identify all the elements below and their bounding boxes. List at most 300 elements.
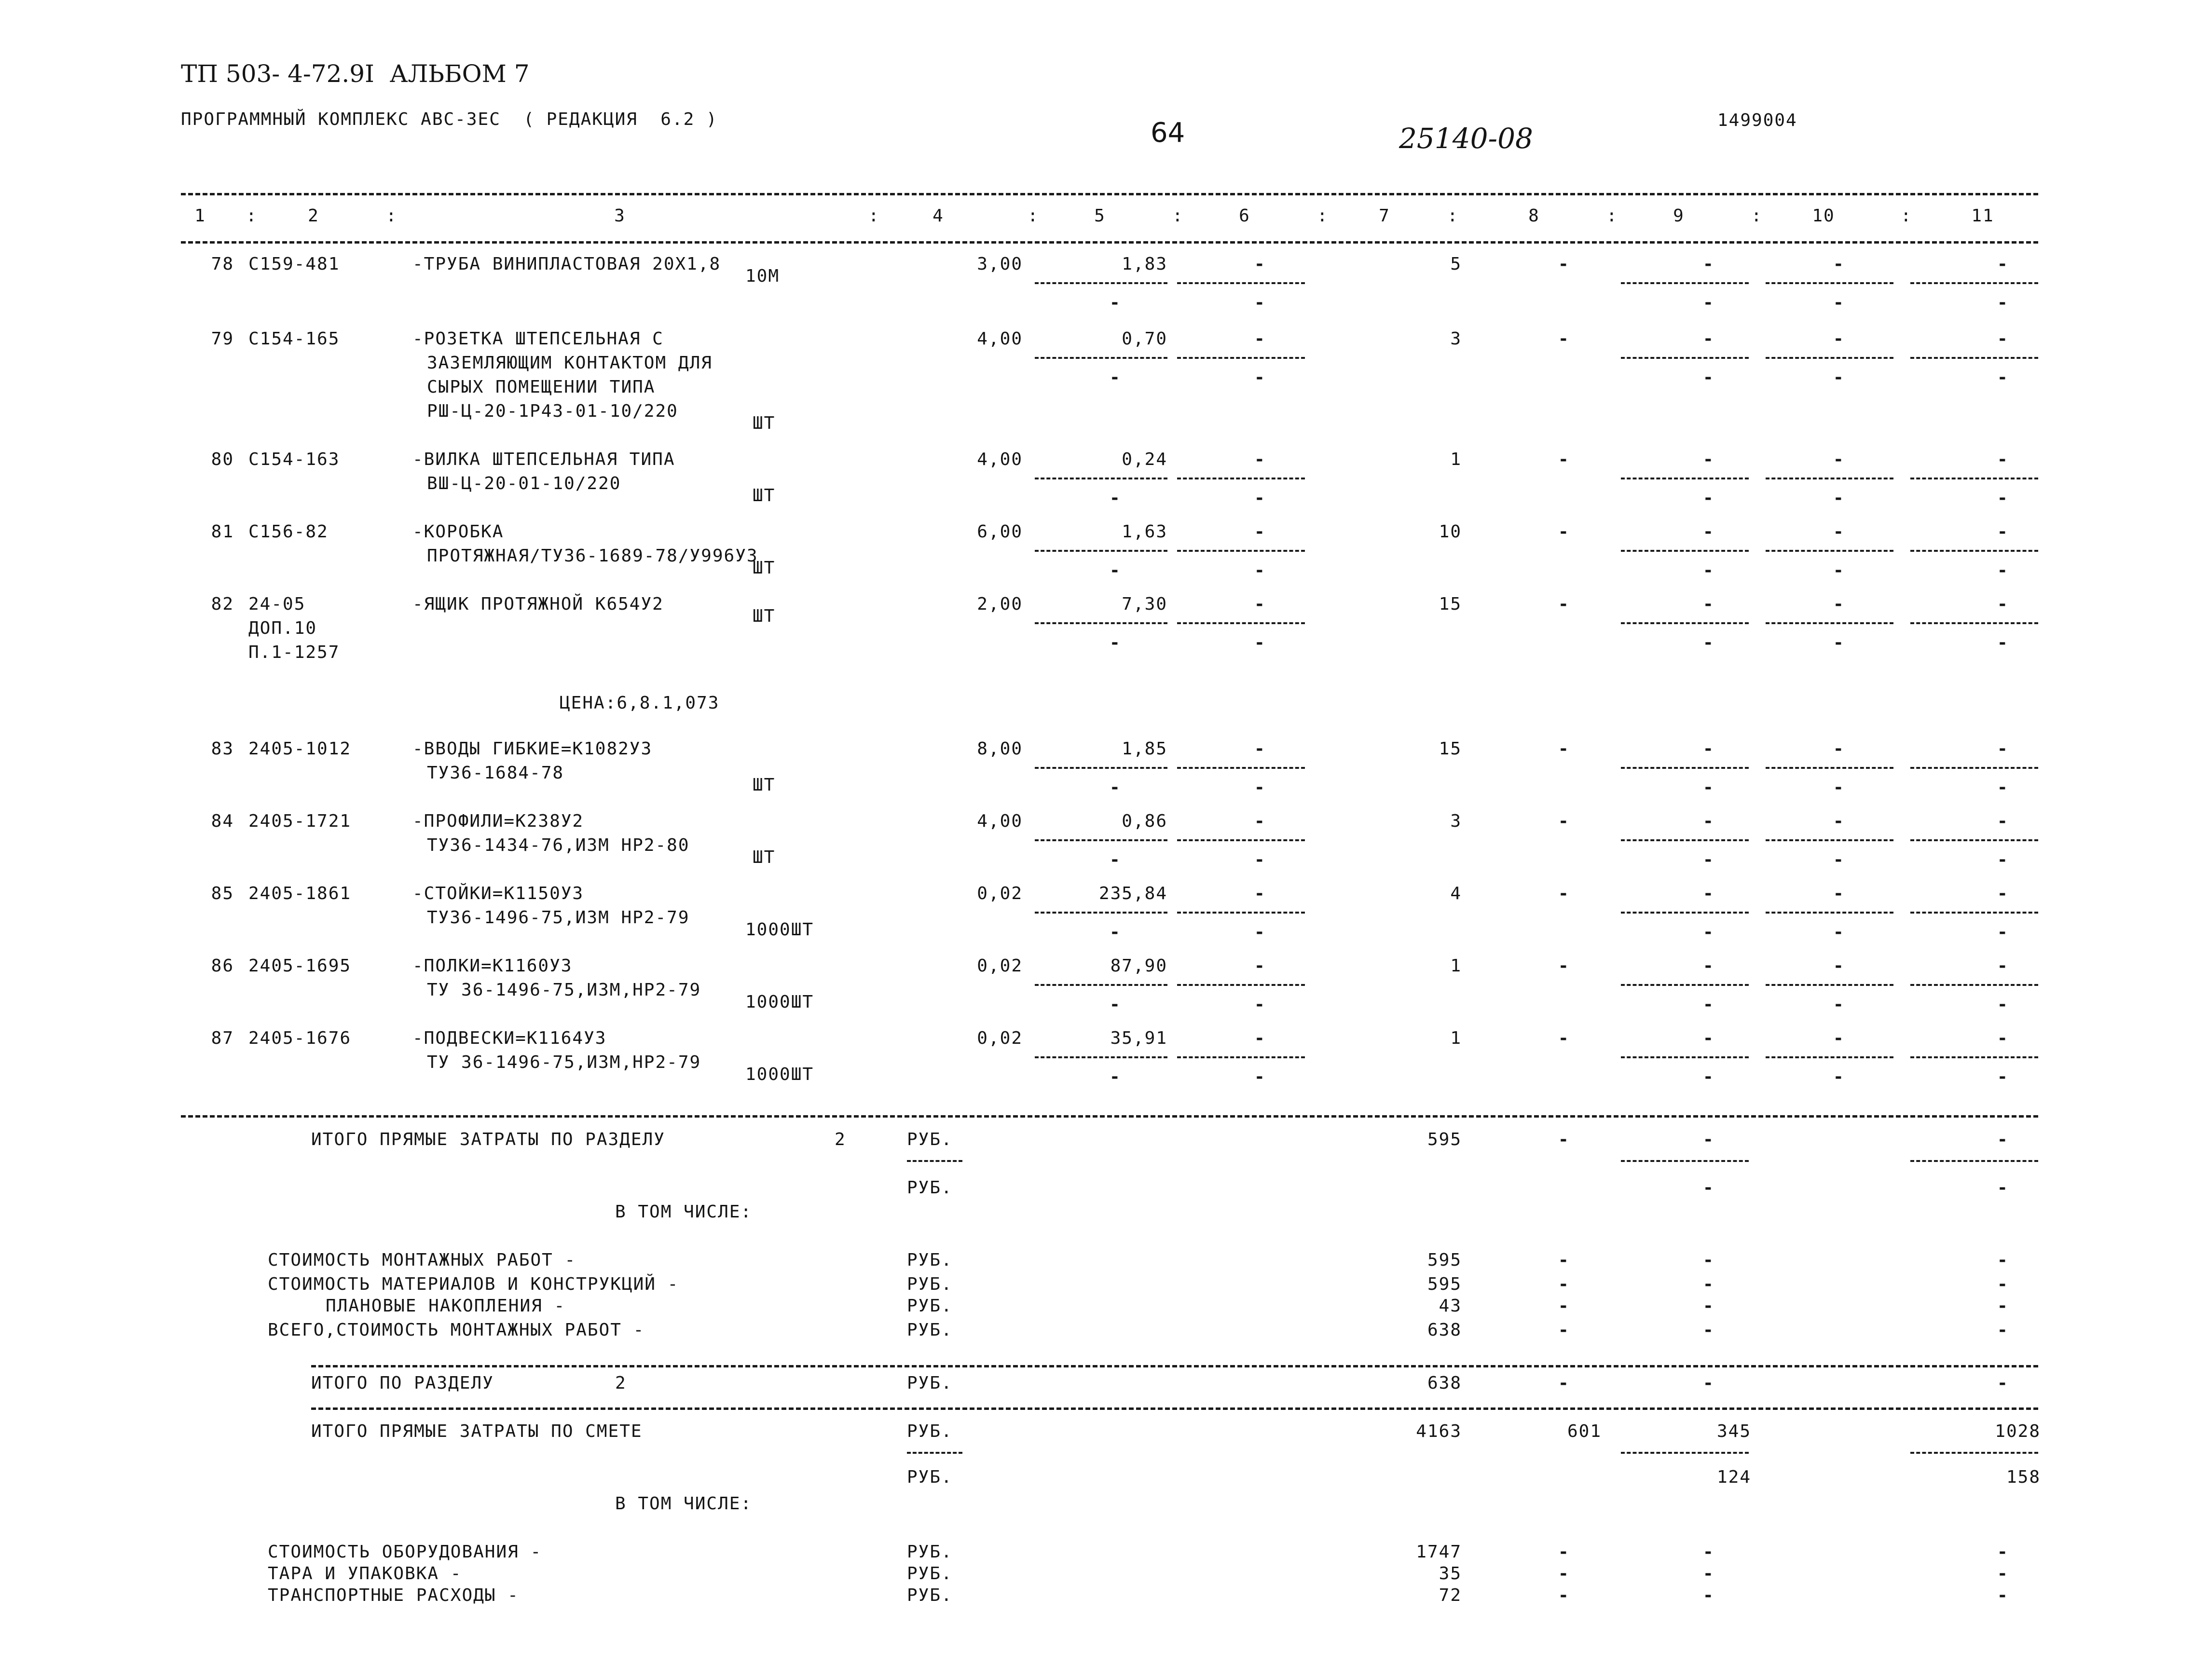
col-underline: [1766, 478, 1893, 479]
breakdown-label: ВСЕГО,СТОИМОСТЬ МОНТАЖНЫХ РАБОТ -: [268, 1320, 645, 1340]
rub-underline: [907, 1452, 962, 1454]
rub-label: РУБ.: [907, 1467, 953, 1487]
rub-label: РУБ.: [907, 1320, 953, 1340]
dash-mark: -: [1997, 922, 2009, 942]
breakdown-value: 1747: [1416, 1542, 1462, 1562]
dash-mark: -: [1703, 329, 1714, 349]
col-underline: [1621, 357, 1749, 359]
dash-mark: -: [1558, 1274, 1570, 1294]
dash-mark: -: [1997, 368, 2009, 387]
price-underline: [1035, 550, 1167, 552]
dash-mark: -: [1110, 293, 1121, 313]
col-underline: [1910, 767, 2038, 769]
item-unit: ШТ: [753, 413, 776, 433]
item-code: 2405-1861: [248, 884, 352, 903]
dash-mark: -: [1703, 293, 1714, 313]
col-underline: [1910, 282, 2038, 284]
item-quantity: 4,00: [977, 329, 1023, 349]
header-rule-top: [181, 193, 2038, 195]
dash-mark: -: [1703, 850, 1714, 870]
dash-mark: -: [1254, 254, 1266, 274]
dash-mark: -: [1703, 1296, 1714, 1316]
dash-mark: -: [1833, 739, 1845, 759]
dash-mark: -: [1997, 778, 2009, 797]
dash-mark: -: [1997, 1373, 2009, 1393]
dash-mark: -: [1703, 368, 1714, 387]
column-separator: :: [1028, 206, 1039, 226]
dash-mark: -: [1703, 1564, 1714, 1584]
row-number: 86: [211, 956, 234, 976]
dash-mark: -: [1997, 594, 2009, 614]
item-description: -ПОДВЕСКИ=К1164У3: [412, 1028, 607, 1048]
estimate-c11-sub: 158: [2006, 1467, 2041, 1487]
dash-mark: -: [1558, 1564, 1570, 1584]
item-code: П.1-1257: [248, 642, 340, 662]
price-underline: [1035, 767, 1167, 769]
col-underline: [1910, 550, 2038, 552]
col-underline: [1766, 357, 1893, 359]
dash-mark: -: [1558, 450, 1570, 469]
dash-mark: -: [1833, 488, 1845, 508]
dash-mark: -: [1997, 1067, 2009, 1087]
row-number: 84: [211, 811, 234, 831]
col6-underline: [1177, 984, 1305, 986]
dash-mark: -: [1997, 1274, 2009, 1294]
dash-mark: -: [1110, 560, 1121, 580]
dash-mark: -: [1254, 329, 1266, 349]
col6-underline: [1177, 839, 1305, 841]
dash-mark: -: [1703, 922, 1714, 942]
col6-underline: [1177, 282, 1305, 284]
dash-mark: -: [1703, 1178, 1714, 1198]
item-quantity: 0,02: [977, 1028, 1023, 1048]
dash-mark: -: [1558, 811, 1570, 831]
dash-mark: -: [1110, 1067, 1121, 1087]
dash-mark: -: [1254, 884, 1266, 903]
dash-mark: -: [1703, 778, 1714, 797]
dash-mark: -: [1558, 1373, 1570, 1393]
col6-underline: [1177, 550, 1305, 552]
dash-mark: -: [1997, 633, 2009, 653]
dash-mark: -: [1558, 1250, 1570, 1270]
column-separator: :: [1606, 206, 1618, 226]
dash-mark: -: [1254, 368, 1266, 387]
dash-mark: -: [1254, 956, 1266, 976]
direct-section-label: ИТОГО ПРЯМЫЕ ЗАТРАТЫ ПО РАЗДЕЛУ: [311, 1130, 665, 1149]
dash-mark: -: [1558, 1542, 1570, 1562]
breakdown-label: ТРАНСПОРТНЫЕ РАСХОДЫ -: [268, 1585, 519, 1605]
dash-mark: -: [1703, 633, 1714, 653]
document-title: ТП 503- 4-72.9I АЛЬБОМ 7: [181, 60, 530, 88]
col-underline: [1910, 912, 2038, 914]
item-quantity: 0,02: [977, 884, 1023, 903]
breakdown-value: 35: [1439, 1564, 1462, 1584]
dash-mark: -: [1254, 778, 1266, 797]
dash-mark: -: [1110, 778, 1121, 797]
item-unit: 1000ШТ: [745, 920, 814, 940]
dash-mark: -: [1997, 329, 2009, 349]
document-number: 1499004: [1717, 110, 1797, 130]
column-header: 11: [1971, 206, 1994, 226]
row-number: 78: [211, 254, 234, 274]
rub-label: РУБ.: [907, 1585, 953, 1605]
dash-mark: -: [1558, 522, 1570, 542]
item-description: -ЯЩИК ПРОТЯЖНОЙ К654У2: [412, 594, 664, 614]
dash-mark: -: [1558, 1296, 1570, 1316]
item-total: 3: [1450, 811, 1462, 831]
row-number: 82: [211, 594, 234, 614]
section-total-label: ИТОГО ПО РАЗДЕЛУ: [311, 1373, 494, 1393]
column-header: 7: [1379, 206, 1390, 226]
col6-underline: [1177, 622, 1305, 624]
item-price: 1,85: [1122, 739, 1167, 759]
dash-mark: -: [1833, 811, 1845, 831]
item-quantity: 2,00: [977, 594, 1023, 614]
dash-mark: -: [1703, 1028, 1714, 1048]
dash-mark: -: [1110, 633, 1121, 653]
dash-mark: -: [1558, 884, 1570, 903]
column-header: 4: [932, 206, 944, 226]
column-header: 8: [1528, 206, 1540, 226]
item-price: 7,30: [1122, 594, 1167, 614]
including-label: В ТОМ ЧИСЛЕ:: [615, 1202, 753, 1222]
item-description: -ТРУБА ВИНИПЛАСТОВАЯ 20Х1,8: [412, 254, 721, 274]
row-number: 81: [211, 522, 234, 542]
dash-mark: -: [1997, 811, 2009, 831]
column-separator: :: [1901, 206, 1912, 226]
column-header: 6: [1239, 206, 1250, 226]
estimate-c9-sub: 124: [1716, 1467, 1751, 1487]
price-underline: [1035, 622, 1167, 624]
dash-mark: -: [1997, 560, 2009, 580]
col-underline: [1910, 357, 2038, 359]
dash-mark: -: [1254, 293, 1266, 313]
dash-mark: -: [1833, 329, 1845, 349]
col-underline: [1621, 839, 1749, 841]
item-total: 3: [1450, 329, 1462, 349]
item-code: 2405-1676: [248, 1028, 352, 1048]
dash-mark: -: [1997, 450, 2009, 469]
item-unit: ШТ: [753, 775, 776, 795]
item-description: ЗАЗЕМЛЯЮЩИМ КОНТАКТОМ ДЛЯ: [427, 353, 713, 373]
item-total: 15: [1439, 739, 1462, 759]
item-total: 1: [1450, 1028, 1462, 1048]
dash-mark: -: [1254, 450, 1266, 469]
c11-underline: [1910, 1160, 2038, 1162]
item-description: ВШ-Ц-20-01-10/220: [427, 474, 621, 493]
dash-mark: -: [1997, 1250, 2009, 1270]
rub-label: РУБ.: [907, 1421, 953, 1441]
item-code: С156-82: [248, 522, 329, 542]
dash-mark: -: [1833, 368, 1845, 387]
col6-underline: [1177, 478, 1305, 479]
dash-mark: -: [1558, 254, 1570, 274]
dash-mark: -: [1703, 254, 1714, 274]
item-code: 2405-1721: [248, 811, 352, 831]
dash-mark: -: [1833, 778, 1845, 797]
col-underline: [1766, 984, 1893, 986]
item-code: 2405-1695: [248, 956, 352, 976]
item-price: 87,90: [1110, 956, 1167, 976]
col-underline: [1621, 478, 1749, 479]
item-description: -КОРОБКА: [412, 522, 504, 542]
c9-underline: [1621, 1452, 1749, 1454]
dash-mark: -: [1703, 811, 1714, 831]
dash-mark: -: [1833, 956, 1845, 976]
column-header: 1: [194, 206, 206, 226]
col-underline: [1621, 1056, 1749, 1058]
col-underline: [1621, 282, 1749, 284]
dash-mark: -: [1997, 293, 2009, 313]
totals-rule-1: [181, 1115, 2038, 1118]
item-total: 10: [1439, 522, 1462, 542]
dash-mark: -: [1703, 995, 1714, 1014]
item-description: ТУ 36-1496-75,ИЗМ,НР2-79: [427, 1052, 701, 1072]
dash-mark: -: [1254, 922, 1266, 942]
price-note: ЦЕНА:6,8.1,073: [560, 693, 720, 713]
item-unit: 10М: [745, 266, 780, 286]
item-description: ТУ36-1496-75,ИЗМ НР2-79: [427, 908, 690, 928]
item-unit: ШТ: [753, 606, 776, 626]
price-underline: [1035, 357, 1167, 359]
item-description: РШ-Ц-20-1Р43-01-10/220: [427, 401, 678, 421]
col6-underline: [1177, 767, 1305, 769]
dash-mark: -: [1997, 522, 2009, 542]
col-underline: [1621, 912, 1749, 914]
dash-mark: -: [1833, 922, 1845, 942]
column-header: 9: [1673, 206, 1685, 226]
section-total-value: 638: [1427, 1373, 1462, 1393]
dash-mark: -: [1703, 450, 1714, 469]
item-total: 1: [1450, 450, 1462, 469]
dash-mark: -: [1703, 594, 1714, 614]
dash-mark: -: [1254, 594, 1266, 614]
dash-mark: -: [1703, 1320, 1714, 1340]
including-label: В ТОМ ЧИСЛЕ:: [615, 1494, 753, 1514]
rub-label: РУБ.: [907, 1130, 953, 1149]
dash-mark: -: [1703, 956, 1714, 976]
col-underline: [1910, 839, 2038, 841]
col-underline: [1910, 622, 2038, 624]
rub-label: РУБ.: [907, 1542, 953, 1562]
dash-mark: -: [1254, 995, 1266, 1014]
dash-mark: -: [1703, 1067, 1714, 1087]
price-underline: [1035, 912, 1167, 914]
item-quantity: 8,00: [977, 739, 1023, 759]
header-rule-bottom: [181, 241, 2038, 244]
item-code: ДОП.10: [248, 618, 317, 638]
dash-mark: -: [1558, 956, 1570, 976]
column-separator: :: [868, 206, 880, 226]
item-unit: ШТ: [753, 486, 776, 505]
column-separator: :: [1172, 206, 1184, 226]
dash-mark: -: [1558, 329, 1570, 349]
item-price: 1,83: [1122, 254, 1167, 274]
row-number: 85: [211, 884, 234, 903]
dash-mark: -: [1833, 522, 1845, 542]
price-underline: [1035, 839, 1167, 841]
dash-mark: -: [1703, 1373, 1714, 1393]
breakdown-label: ПЛАНОВЫЕ НАКОПЛЕНИЯ -: [326, 1296, 566, 1316]
dash-mark: -: [1558, 594, 1570, 614]
dash-mark: -: [1558, 1130, 1570, 1149]
page-number: 64: [1151, 117, 1185, 149]
dash-mark: -: [1254, 522, 1266, 542]
dash-mark: -: [1254, 1028, 1266, 1048]
item-description: ТУ36-1684-78: [427, 763, 564, 783]
rub-label: РУБ.: [907, 1564, 953, 1584]
column-separator: :: [386, 206, 398, 226]
price-underline: [1035, 1056, 1167, 1058]
item-total: 1: [1450, 956, 1462, 976]
c11-underline: [1910, 1452, 2038, 1454]
dash-mark: -: [1997, 254, 2009, 274]
dash-mark: -: [1254, 1067, 1266, 1087]
col6-underline: [1177, 1056, 1305, 1058]
dash-mark: -: [1833, 254, 1845, 274]
dash-mark: -: [1833, 450, 1845, 469]
row-number: 83: [211, 739, 234, 759]
price-underline: [1035, 282, 1167, 284]
dash-mark: -: [1703, 884, 1714, 903]
dash-mark: -: [1997, 488, 2009, 508]
estimate-total-c7: 4163: [1416, 1421, 1462, 1441]
totals-rule-3: [311, 1407, 2038, 1410]
col-underline: [1910, 984, 2038, 986]
breakdown-value: 72: [1439, 1585, 1462, 1605]
rub-label: РУБ.: [907, 1373, 953, 1393]
dash-mark: -: [1558, 1320, 1570, 1340]
dash-mark: -: [1558, 1585, 1570, 1605]
dash-mark: -: [1997, 1028, 2009, 1048]
dash-mark: -: [1703, 522, 1714, 542]
dash-mark: -: [1254, 488, 1266, 508]
item-price: 235,84: [1098, 884, 1167, 903]
direct-section-total: 595: [1427, 1130, 1462, 1149]
item-quantity: 6,00: [977, 522, 1023, 542]
item-price: 35,91: [1110, 1028, 1167, 1048]
item-total: 15: [1439, 594, 1462, 614]
dash-mark: -: [1110, 488, 1121, 508]
handwritten-code: 25140-08: [1399, 122, 1533, 155]
column-separator: :: [246, 206, 258, 226]
dash-mark: -: [1254, 633, 1266, 653]
dash-mark: -: [1997, 1564, 2009, 1584]
dash-mark: -: [1997, 850, 2009, 870]
dash-mark: -: [1703, 1130, 1714, 1149]
item-quantity: 4,00: [977, 450, 1023, 469]
dash-mark: -: [1254, 560, 1266, 580]
item-description: СЫРЫХ ПОМЕЩЕНИИ ТИПА: [427, 377, 656, 397]
rub-label: РУБ.: [907, 1274, 953, 1294]
dash-mark: -: [1833, 560, 1845, 580]
item-total: 4: [1450, 884, 1462, 903]
column-header: 3: [614, 206, 626, 226]
dash-mark: -: [1997, 956, 2009, 976]
direct-section-number: 2: [835, 1130, 846, 1149]
dash-mark: -: [1703, 1274, 1714, 1294]
item-code: 2405-1012: [248, 739, 352, 759]
estimate-total-label: ИТОГО ПРЯМЫЕ ЗАТРАТЫ ПО СМЕТЕ: [311, 1421, 643, 1441]
item-quantity: 0,02: [977, 956, 1023, 976]
dash-mark: -: [1254, 811, 1266, 831]
dash-mark: -: [1833, 1067, 1845, 1087]
column-separator: :: [1751, 206, 1763, 226]
breakdown-value: 595: [1427, 1250, 1462, 1270]
col-underline: [1766, 282, 1893, 284]
dash-mark: -: [1558, 1028, 1570, 1048]
item-description: -ПОЛКИ=К1160У3: [412, 956, 573, 976]
estimate-total-c9: 345: [1716, 1421, 1751, 1441]
price-underline: [1035, 478, 1167, 479]
item-code: С154-163: [248, 450, 340, 469]
dash-mark: -: [1703, 1542, 1714, 1562]
dash-mark: -: [1703, 560, 1714, 580]
rub-label: РУБ.: [907, 1178, 953, 1198]
item-quantity: 3,00: [977, 254, 1023, 274]
breakdown-value: 595: [1427, 1274, 1462, 1294]
breakdown-value: 43: [1439, 1296, 1462, 1316]
dash-mark: -: [1110, 922, 1121, 942]
col6-underline: [1177, 357, 1305, 359]
item-quantity: 4,00: [977, 811, 1023, 831]
item-unit: ШТ: [753, 847, 776, 867]
estimate-total-c11: 1028: [1995, 1421, 2041, 1441]
item-code: С159-481: [248, 254, 340, 274]
c9-underline: [1621, 1160, 1749, 1162]
item-description: -ВВОДЫ ГИБКИЕ=К1082У3: [412, 739, 653, 759]
dash-mark: -: [1997, 1178, 2009, 1198]
breakdown-label: СТОИМОСТЬ МАТЕРИАЛОВ И КОНСТРУКЦИЙ -: [268, 1274, 679, 1294]
item-price: 0,86: [1122, 811, 1167, 831]
row-number: 87: [211, 1028, 234, 1048]
breakdown-value: 638: [1427, 1320, 1462, 1340]
estimate-total-c8: 601: [1567, 1421, 1602, 1441]
rub-underline: [907, 1160, 962, 1162]
dash-mark: -: [1997, 1542, 2009, 1562]
dash-mark: -: [1703, 1585, 1714, 1605]
dash-mark: -: [1703, 488, 1714, 508]
col-underline: [1621, 767, 1749, 769]
col-underline: [1766, 839, 1893, 841]
dash-mark: -: [1997, 1296, 2009, 1316]
col-underline: [1766, 622, 1893, 624]
dash-mark: -: [1833, 633, 1845, 653]
col6-underline: [1177, 912, 1305, 914]
item-description: ПРОТЯЖНАЯ/ТУ36-1689-78/У996У3: [427, 546, 758, 566]
column-header: 2: [308, 206, 319, 226]
dash-mark: -: [1110, 850, 1121, 870]
dash-mark: -: [1254, 850, 1266, 870]
dash-mark: -: [1833, 850, 1845, 870]
col-underline: [1621, 622, 1749, 624]
price-underline: [1035, 984, 1167, 986]
dash-mark: -: [1110, 368, 1121, 387]
col-underline: [1766, 550, 1893, 552]
dash-mark: -: [1997, 739, 2009, 759]
column-header: 5: [1094, 206, 1106, 226]
breakdown-label: СТОИМОСТЬ ОБОРУДОВАНИЯ -: [268, 1542, 542, 1562]
breakdown-label: ТАРА И УПАКОВКА -: [268, 1564, 462, 1584]
item-unit: 1000ШТ: [745, 992, 814, 1012]
item-description: -ПРОФИЛИ=К238У2: [412, 811, 584, 831]
item-code: 24-05: [248, 594, 306, 614]
col-underline: [1910, 478, 2038, 479]
dash-mark: -: [1703, 1250, 1714, 1270]
col-underline: [1766, 1056, 1893, 1058]
item-description: ТУ36-1434-76,ИЗМ НР2-80: [427, 835, 690, 855]
dash-mark: -: [1110, 995, 1121, 1014]
